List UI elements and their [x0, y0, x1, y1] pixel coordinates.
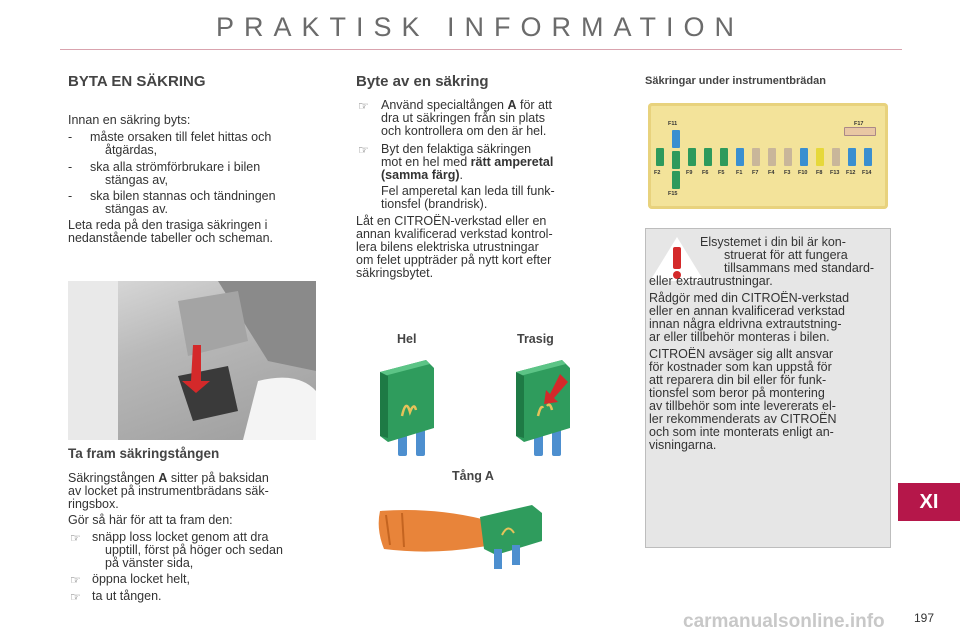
fuse-icon: [672, 130, 680, 148]
list-item: ska alla strömförbrukare i bilen: [90, 160, 261, 174]
header-divider: [60, 49, 902, 50]
fuse-icon: [704, 148, 712, 166]
fuse-label: F3: [784, 170, 791, 176]
section-heading-tang: Ta fram säkringstången: [68, 446, 220, 461]
fuse-label: F10: [798, 170, 808, 176]
hand-pointer-icon: ☞: [358, 143, 369, 157]
intro-text: Innan en säkring byts:: [68, 113, 191, 127]
fuse-label: F11: [668, 121, 678, 127]
warning-text: och som inte monterats enligt an-: [649, 425, 834, 439]
fuse-icon: [848, 148, 856, 166]
list-item: stängas av,: [105, 173, 169, 187]
bullet-text: för att: [516, 98, 552, 112]
warning-text: tillsammans med standard-: [724, 261, 875, 275]
howto-text: Gör så här för att ta fram den:: [68, 513, 233, 527]
tool-letter: A: [507, 98, 517, 112]
fuse-icon: [656, 148, 664, 166]
fuse-label: F15: [668, 191, 678, 197]
fuse-label: F1: [736, 170, 743, 176]
bullet-2-line-3: [381, 169, 463, 182]
list-item: måste orsaken till felet hittas och: [90, 130, 272, 144]
para-line: Låt en CITROËN-verkstad eller en: [356, 214, 547, 228]
list-item: åtgärdas,: [105, 143, 158, 157]
warning-text: eller extrautrustningar.: [649, 274, 773, 288]
para-line: annan kvalificerad verkstad kontrol-: [356, 227, 553, 241]
list-item: ta ut tången.: [92, 589, 162, 603]
fuse-label: F7: [752, 170, 759, 176]
steps-list: [68, 531, 318, 611]
fuse-label: F9: [686, 170, 693, 176]
fuse-icon: [672, 151, 680, 169]
warning-text: struerat för att fungera: [724, 248, 848, 262]
page-number: 197: [914, 611, 935, 625]
list-item: stängas av.: [105, 202, 169, 216]
dash-mark: -: [68, 130, 73, 144]
dashboard-illustration: [68, 281, 316, 440]
fuse-icon: [768, 148, 776, 166]
fuse-label: F4: [768, 170, 775, 176]
bullet-1-line-3: och kontrollera om den är hel.: [381, 124, 547, 138]
fuse-label: F13: [830, 170, 840, 176]
fuse-label: F6: [702, 170, 709, 176]
fuse-panel-diagram: [648, 103, 888, 209]
bullet-text: .: [459, 168, 463, 182]
locate-line-2: nedanstående tabeller och scheman.: [68, 231, 274, 245]
good-fuse-icon: [374, 358, 440, 462]
label-trasig: Trasig: [517, 332, 554, 346]
fuse-label: F8: [816, 170, 823, 176]
warning-text: av tillbehör som inte levererats el-: [649, 399, 836, 413]
page-title: PRAKTISK INFORMATION: [215, 12, 745, 42]
para-line: säkringsbytet.: [356, 266, 434, 280]
fuse-label: F5: [718, 170, 725, 176]
hand-pointer-icon: ☞: [70, 590, 81, 604]
tool-letter: A: [158, 471, 168, 485]
tool-text: Säkringstången: [68, 471, 159, 485]
warning-text: att reparera din bil eller för funk-: [649, 373, 827, 387]
warning-box: [645, 228, 891, 548]
watermark: carmanualsonline.info: [683, 611, 885, 632]
bullet-bold: (samma färg): [381, 168, 460, 182]
fuse-label: F2: [654, 170, 661, 176]
dash-mark: -: [68, 189, 73, 203]
fuse-icon: [864, 148, 872, 166]
fuse-panel-heading: Säkringar under instrumentbrädan: [645, 75, 826, 87]
fuse-icon: [736, 148, 744, 166]
hand-pointer-icon: ☞: [70, 573, 81, 587]
section-heading-byte: Byte av en säkring: [356, 73, 489, 90]
blown-fuse-icon: [510, 358, 576, 462]
list-item: öppna locket helt,: [92, 572, 190, 586]
fuse-icon: [844, 127, 876, 136]
fuse-icon: [688, 148, 696, 166]
label-hel: Hel: [397, 332, 417, 346]
list-item: snäpp loss locket genom att dra: [92, 530, 269, 544]
fuse-icon: [752, 148, 760, 166]
warning-text: visningarna.: [649, 438, 717, 452]
list-item: på vänster sida,: [105, 556, 194, 570]
bullet-2-extra-2: tionsfel (brandrisk).: [381, 197, 488, 211]
list-item: ska bilen stannas och tändningen: [90, 189, 276, 203]
warning-text: Elsystemet i din bil är kon-: [700, 235, 846, 249]
tool-text-line-2: av locket på instrumentbrädans säk-: [68, 484, 269, 498]
para-line: lera bilens elektriska utrustningar: [356, 240, 539, 254]
warning-text: eller en annan kvalificerad verkstad: [649, 304, 845, 318]
fuse-puller-icon: [372, 495, 552, 573]
fuse-label: F14: [862, 170, 872, 176]
warning-text: tionsfel som beror på montering: [649, 386, 825, 400]
label-tang: Tång A: [452, 469, 494, 483]
warning-text: ler rekommenderats av CITROËN: [649, 412, 837, 426]
section-heading-byta: BYTA EN SÄKRING: [68, 73, 206, 90]
fuse-label: F17: [854, 121, 864, 127]
fuse-icon: [672, 171, 680, 189]
fuse-icon: [832, 148, 840, 166]
fuse-icon: [720, 148, 728, 166]
tool-text: sitter på baksidan: [167, 471, 269, 485]
bullet-2-extra-1: Fel amperetal kan leda till funk-: [381, 184, 555, 198]
warning-text: innan några eldrivna extrautstning-: [649, 317, 842, 331]
bullet-bold: rätt amperetal: [470, 155, 554, 169]
list-item: upptill, först på höger och sedan: [105, 543, 283, 557]
bullet-2-line-1: Byt den felaktiga säkringen: [381, 142, 532, 156]
fuse-icon: [784, 148, 792, 166]
dash-mark: -: [68, 160, 73, 174]
warning-text: ar eller tillbehör monteras i bilen.: [649, 330, 830, 344]
para-line: om felet uppträder på nytt kort efter: [356, 253, 552, 267]
bullet-text: Använd specialtången: [381, 98, 508, 112]
hand-pointer-icon: ☞: [358, 99, 369, 113]
fuse-label: F12: [846, 170, 856, 176]
fuse-icon: [800, 148, 808, 166]
fuse-icon: [816, 148, 824, 166]
locate-line-1: Leta reda på den trasiga säkringen i: [68, 218, 268, 232]
warning-text: för kostnader som kan uppstå för: [649, 360, 832, 374]
hand-pointer-icon: ☞: [70, 531, 81, 545]
dashboard-photo: [68, 281, 316, 440]
bullet-text: mot en hel med: [381, 155, 471, 169]
tool-text-line-3: ringsbox.: [68, 497, 119, 511]
warning-text: Rådgör med din CITROËN-verkstad: [649, 291, 850, 305]
warning-text: CITROËN avsäger sig allt ansvar: [649, 347, 834, 361]
chapter-tab[interactable]: XI: [898, 483, 960, 521]
bullet-1-line-2: dra ut säkringen från sin plats: [381, 111, 545, 125]
